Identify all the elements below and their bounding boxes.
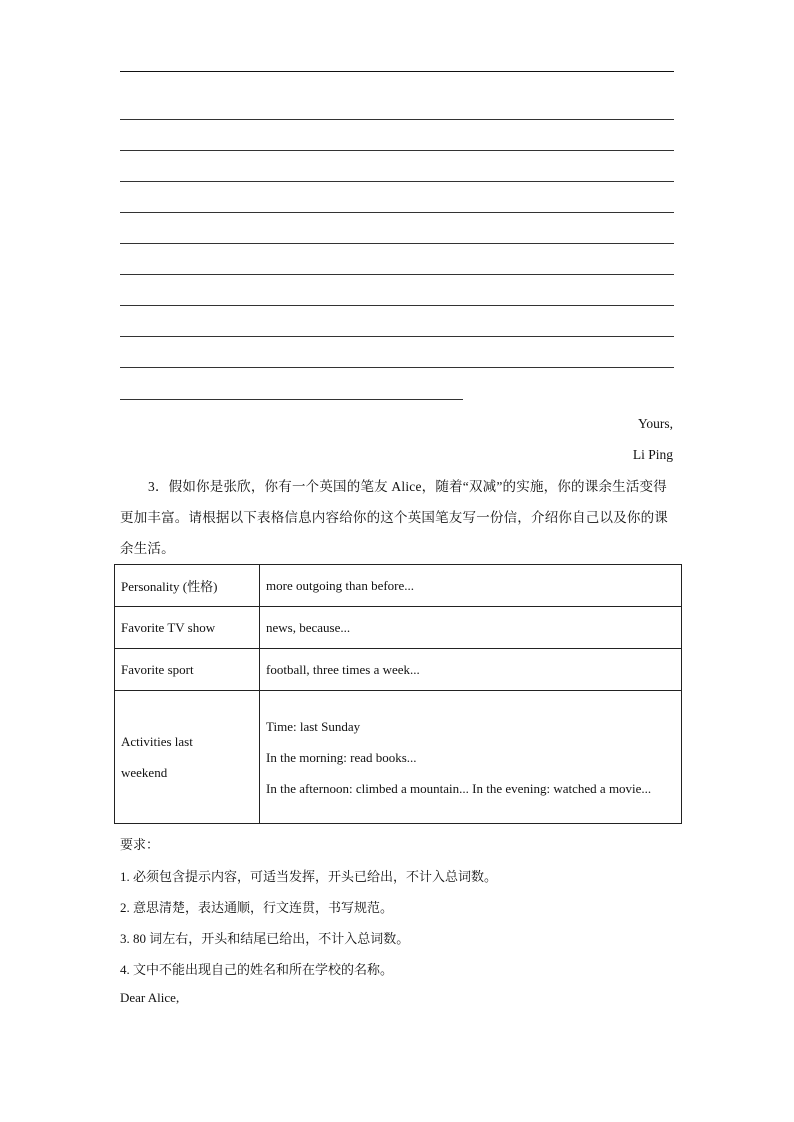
writing-line [120, 212, 674, 213]
row-label: Personality (性格) [115, 565, 260, 607]
table-row [115, 649, 682, 691]
row-content [260, 691, 682, 824]
info-table [114, 564, 682, 824]
row-label [115, 691, 260, 824]
content-line: Time: last Sunday [266, 718, 361, 734]
question-number: 3． [148, 479, 169, 494]
writing-line [120, 305, 674, 306]
writing-line [120, 367, 674, 368]
requirement-item: 4. 文中不能出现自己的姓名和所在学校的名称。 [120, 962, 394, 977]
content-line: In the morning: read books... [266, 749, 417, 765]
row-content: news, because... [260, 607, 682, 649]
writing-line [120, 181, 674, 182]
writing-line [120, 119, 674, 120]
table-row [115, 607, 682, 649]
requirements-heading: 要求： [120, 837, 160, 852]
row-label: Favorite TV show [115, 607, 260, 649]
question-prompt [120, 471, 676, 564]
writing-line [120, 274, 674, 275]
writing-line [120, 336, 674, 337]
closing-name: Li Ping [632, 447, 673, 462]
letter-greeting: Dear Alice, [120, 990, 180, 1005]
row-label-line: Activities last [121, 734, 193, 749]
closing-yours: Yours, [637, 416, 673, 431]
requirement-item: 2. 意思清楚，表达通顺，行文连贯，书写规范。 [120, 900, 394, 915]
row-content: football, three times a week... [260, 649, 682, 691]
writing-line [120, 399, 463, 400]
writing-line [120, 150, 674, 151]
requirement-item: 3. 80 词左右，开头和结尾已给出，不计入总词数。 [120, 931, 410, 946]
question-text: 假如你是张欣，你有一个英国的笔友 Alice，随着“双减”的实施，你的课余生活变得更加丰富。请根据以下表格信息内容给你的这个英国笔友写一份信，介绍你自己以及你的课余生活。 [120, 479, 668, 556]
requirement-item: 1. 必须包含提示内容，可适当发挥，开头已给出，不计入总词数。 [120, 869, 498, 884]
row-content: more outgoing than before... [260, 565, 682, 607]
row-label: Favorite sport [115, 649, 260, 691]
writing-line [120, 71, 674, 72]
content-line: In the afternoon: climbed a mountain... In the evening: watched a movie... [266, 780, 652, 796]
table-row [115, 691, 682, 824]
table-row [115, 565, 682, 607]
row-label-line: weekend [121, 765, 168, 780]
writing-line [120, 243, 674, 244]
